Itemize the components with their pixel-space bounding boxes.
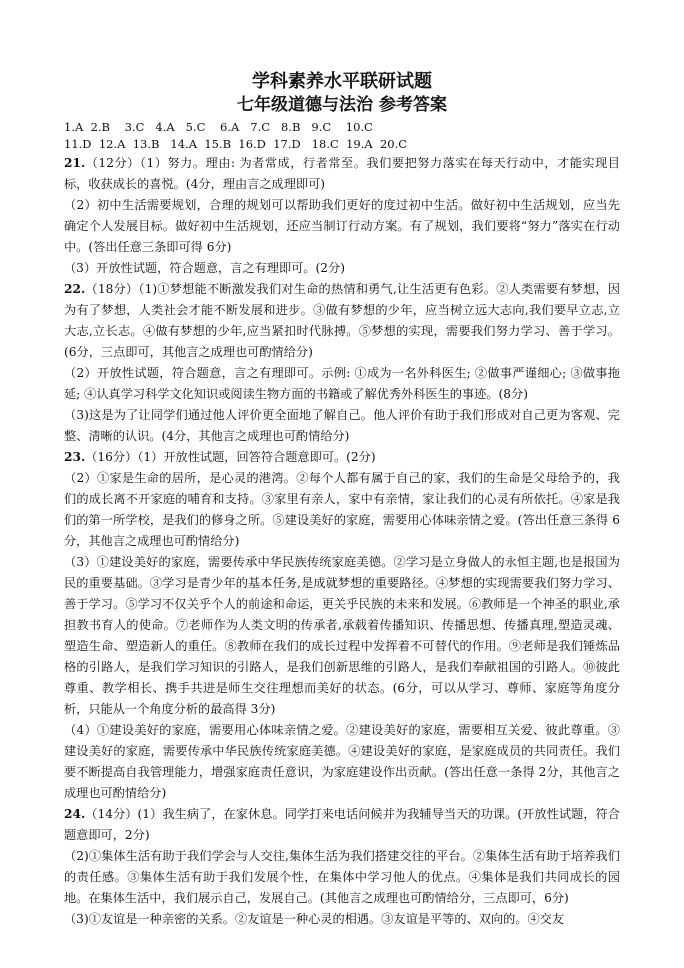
choice-answers-row-2: 11.D 12.A 13.B 14.A 15.B 16.D 17.D 18.C 19.A 20.C [64,137,408,151]
q23-part-3: （3）①建设美好的家庭，需要传承中华民族传统家庭美德。②学习是立身做人的永恒主题,也是报国为民的重要基础。③学习是青少年的基本任务,是成就梦想的重要路径。④梦想的实现需要我们努力学习、善于学习。⑤学习不仅关乎个人的前途和命运，更关乎民族的未来和发展。⑥教师是一个神圣的职业,承担教书育人的使命。⑦老师作为人类文明的传承者,承载着传播知识、传播思想、传播真理,塑造灵魂、塑造生命、塑造新人的重任。⑧教师在我们的成长过程中发挥着不可替代的作用。⑨老师是我们锤炼品格的引路人，是我们学习知识的引路人，是我们创新思维的引路人，是我们奉献祖国的引路人。⑩彼此尊重、教学相长、携手共进是师生交往理想而美好的状态。(6分，可以从学习、尊师、家庭等角度分析，只能从一个角度分析的最高得 3分) [64,555,620,716]
q21-part-1 [64,153,620,195]
question-22 [64,279,620,447]
q21-text-1: （12分）（1）努力。理由: 为者常成，行者常至。我们要把努力落实在每天行动中，才能实现目标，收获成长的喜悦。(4分，理由言之成理即可) [64,156,620,191]
q23-part-2: （2）①家是生命的居所，是心灵的港湾。②每个人都有属于自己的家，我们的生命是父母给予的，我们的成长离不开家庭的哺育和支持。③家里有亲人，家中有亲情，家让我们的心灵有所依托。④家是我们的第一所学校，是我们的修身之所。⑤建设美好的家庭，需要用心体味亲情之爱。(答出任意三条得 6分，其他言之成理也可酌情给分) [64,471,620,548]
q23-part-1 [64,447,620,468]
q22-number: 22. [64,282,86,296]
question-24 [64,804,620,930]
q24-number: 24. [64,807,86,821]
q21-part-3: （3）开放性试题，符合题意，言之有理即可。(2分) [64,261,345,275]
q22-text-1: （18分）（1)①梦想能不断激发我们对生命的热情和勇气,让生活更有色彩。②人类需要有梦想，因为有了梦想，人类社会才能不断发展和进步。③做有梦想的少年，应当树立远大志向,我们要早立志,立大志,立长志。④做有梦想的少年,应当紧扣时代脉搏。⑤梦想的实现，需要我们努力学习、善于学习。(6分，三点即可，其他言之成理也可酌情给分) [64,282,620,359]
q23-part-4: （4）①建设美好的家庭，需要用心体味亲情之爱。②建设美好的家庭，需要相互关爱、彼此尊重。③建设美好的家庭，需要传承中华民族传统家庭美德。④建设美好的家庭，是家庭成员的共同责任。我们要不断提高自我管理能力，增强家庭责任意识，为家庭建设作出贡献。(答出任意一条得 2分，其他言之成理也可酌情给分) [64,723,620,800]
q22-part-2: （2）开放性试题，符合题意，言之有理即可。示例: ①成为一名外科医生; ②做事严谨细心; ③做事拖延; ④认真学习科学文化知识或阅读生物方面的书籍或了解优秀外科医生的事迹。(8分) [64,366,620,401]
q22-part-3: （3)这是为了让同学们通过他人评价更全面地了解自己。他人评价有助于我们形成对自己更为客观、完整、清晰的认识。(4分，其他言之成理也可酌情给分) [64,408,620,443]
q23-number: 23. [64,450,86,464]
choice-answers-row-1: 1.A 2.B 3.C 4.A 5.C 6.A 7.C 8.B 9.C 10.C [64,120,373,134]
q24-text-1: （14分）(1）我生病了，在家休息。同学打来电话问候并为我辅导当天的功课。(开放性试题，符合题意即可，2分) [64,807,620,842]
question-21 [64,153,620,279]
document-title: 学科素养水平联研试题 [252,71,432,92]
q24-part-2: （2)①集体生活有助于我们学会与人交往,集体生活为我们搭建交往的平台。②集体生活有助于培养我们的责任感。③集体生活有助于我们发展个性，在集体中学习他人的优点。④集体是我们共同成长的园地。在集体生活中，我们展示自己，发展自己。(其他言之成理也可酌情给分，三点即可，6分) [64,849,620,905]
q22-part-1 [64,279,620,363]
q24-part-1 [64,804,620,846]
q21-number: 21. [64,156,86,170]
q24-part-3: （3)①友谊是一种亲密的关系。②友谊是一种心灵的相遇。③友谊是平等的、双向的。④交友 [64,912,565,926]
answer-document [64,70,620,930]
q23-text-1: （16分）（1）开放性试题，回答符合题意即可。(2分) [85,450,376,464]
q21-part-2: （2）初中生活需要规划，合理的规划可以帮助我们更好的度过初中生活。做好初中生活规划，应当先确定个人发展目标。做好初中生活规划，还应当制订行动方案。有了规划，我们要将“努力”落实在行动中。(答出任意三条即可得 6分) [64,198,620,254]
document-subtitle: 七年级道德与法治 参考答案 [237,95,447,115]
choice-answer-block [64,119,620,153]
question-23 [64,447,620,804]
